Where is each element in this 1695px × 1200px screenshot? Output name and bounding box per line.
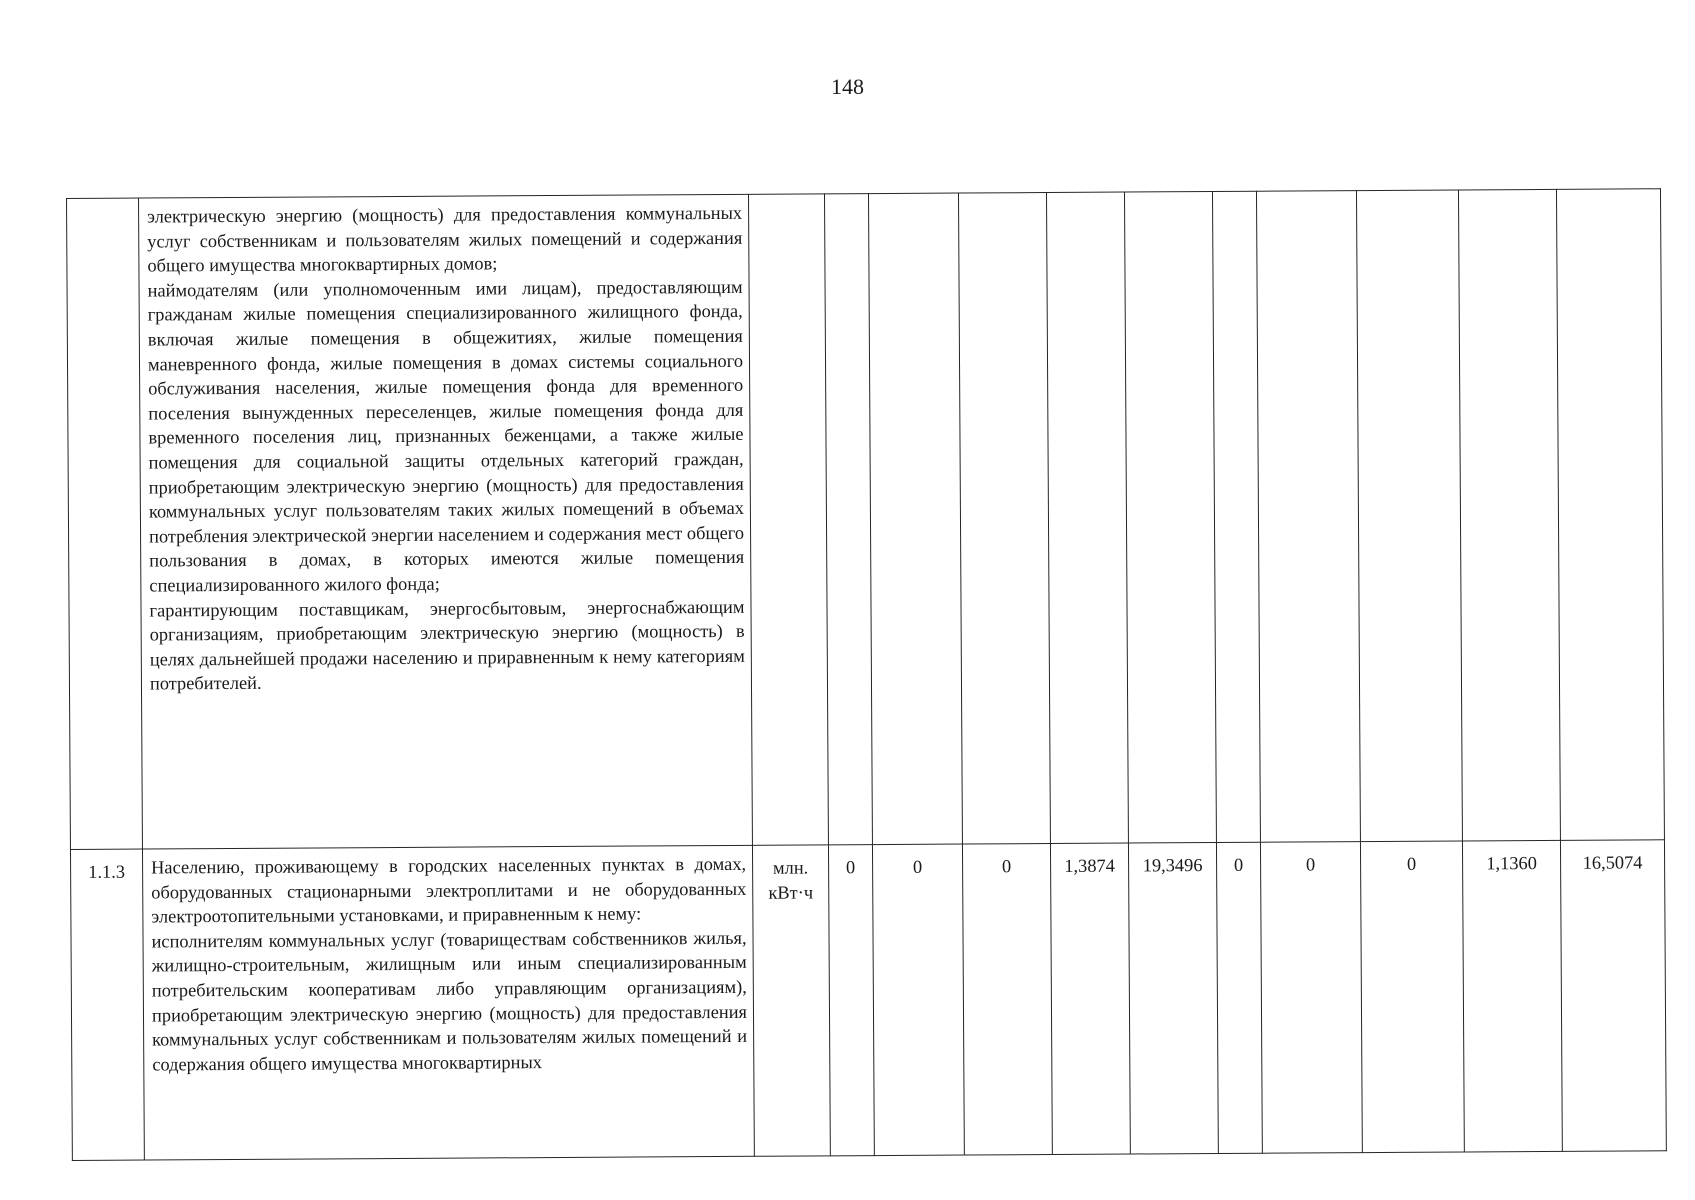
table-row — [67, 189, 1665, 850]
tariff-table — [66, 188, 1667, 1161]
row-unit-cell — [748, 194, 828, 845]
value-cell: 0 — [962, 843, 1052, 1155]
row-description-cell — [139, 194, 753, 849]
description-paragraph: исполнителям коммунальных услуг (товариществам собственников жилья, жилищно-строительным, жилищным или иным специализированным потребительским кооперативам либо управляющим организациям), приобретающим электрическую энергию (мощность) для предоставления коммунальных услуг собственникам и пользователям жилых помещений и содержания общего имущества многоквартирных — [151, 927, 748, 1075]
value-cell — [1458, 189, 1560, 841]
table-row — [70, 840, 1666, 1161]
value-cell: 1,3874 — [1050, 843, 1130, 1154]
value-cell — [1046, 192, 1128, 843]
description-paragraph: Населению, проживающему в городских населенных пунктах в домах, оборудованных стационарными электроплитами и не оборудованных электроотопительными установками, и приравненным к нему: — [151, 853, 747, 927]
value-cell — [1124, 191, 1216, 843]
row-code-cell — [67, 198, 143, 849]
value-cell — [1256, 191, 1360, 843]
row-unit-cell: млн. кВт·ч — [752, 845, 830, 1156]
value-cell — [1212, 191, 1260, 842]
value-cell: 0 — [828, 845, 874, 1156]
description-paragraph: наймодателям (или уполномоченным ими лицам), предоставляющим гражданам жилые помещения специализированного жилищного фонда, включая жилые помещения в общежитиях, жилые помещения маневренного фонда, жилые помещения в домах системы социального обслуживания населения, жилые помещения фонда для временного поселения вынужденных переселенцев, жилые помещения фонда для временного поселения лиц, признанных беженцами, а также жилые помещения для социальной защиты отдельных категорий граждан, приобретающим электрическую энергию (мощность) для предоставления коммунальных услуг пользователям таких жилых помещений в объемах потребления электрической энергии населением и содержания мест общего пользования в домах, в которых имеются жилые помещения специализированного жилого фонда; — [147, 276, 745, 596]
value-cell — [824, 194, 872, 845]
description-paragraph: гарантирующим поставщикам, энергосбытовым, энергоснабжающим организациям, приобретающим электрическую энергию (мощность) в целях дальнейшей продажи населению и приравненным к нему категориям потребителей. — [149, 596, 745, 694]
value-cell: 0 — [1216, 842, 1262, 1153]
value-cell: 0 — [1360, 841, 1464, 1153]
value-cell: 16,5074 — [1560, 840, 1666, 1152]
value-cell — [868, 193, 962, 845]
value-cell: 1,1360 — [1462, 840, 1562, 1152]
value-cell — [958, 193, 1050, 845]
row-code-cell: 1.1.3 — [70, 849, 144, 1160]
value-cell — [1556, 189, 1664, 841]
row-description-cell — [142, 845, 754, 1160]
value-cell: 0 — [1260, 842, 1362, 1154]
page-number: 148 — [831, 74, 864, 99]
value-cell: 19,3496 — [1128, 842, 1218, 1154]
value-cell: 0 — [872, 844, 964, 1156]
description-paragraph: электрическую энергию (мощность) для предоставления коммунальных услуг собственникам и пользователям жилых помещений и содержания общего имущества многоквартирных домов; — [147, 202, 743, 276]
value-cell — [1356, 190, 1462, 842]
